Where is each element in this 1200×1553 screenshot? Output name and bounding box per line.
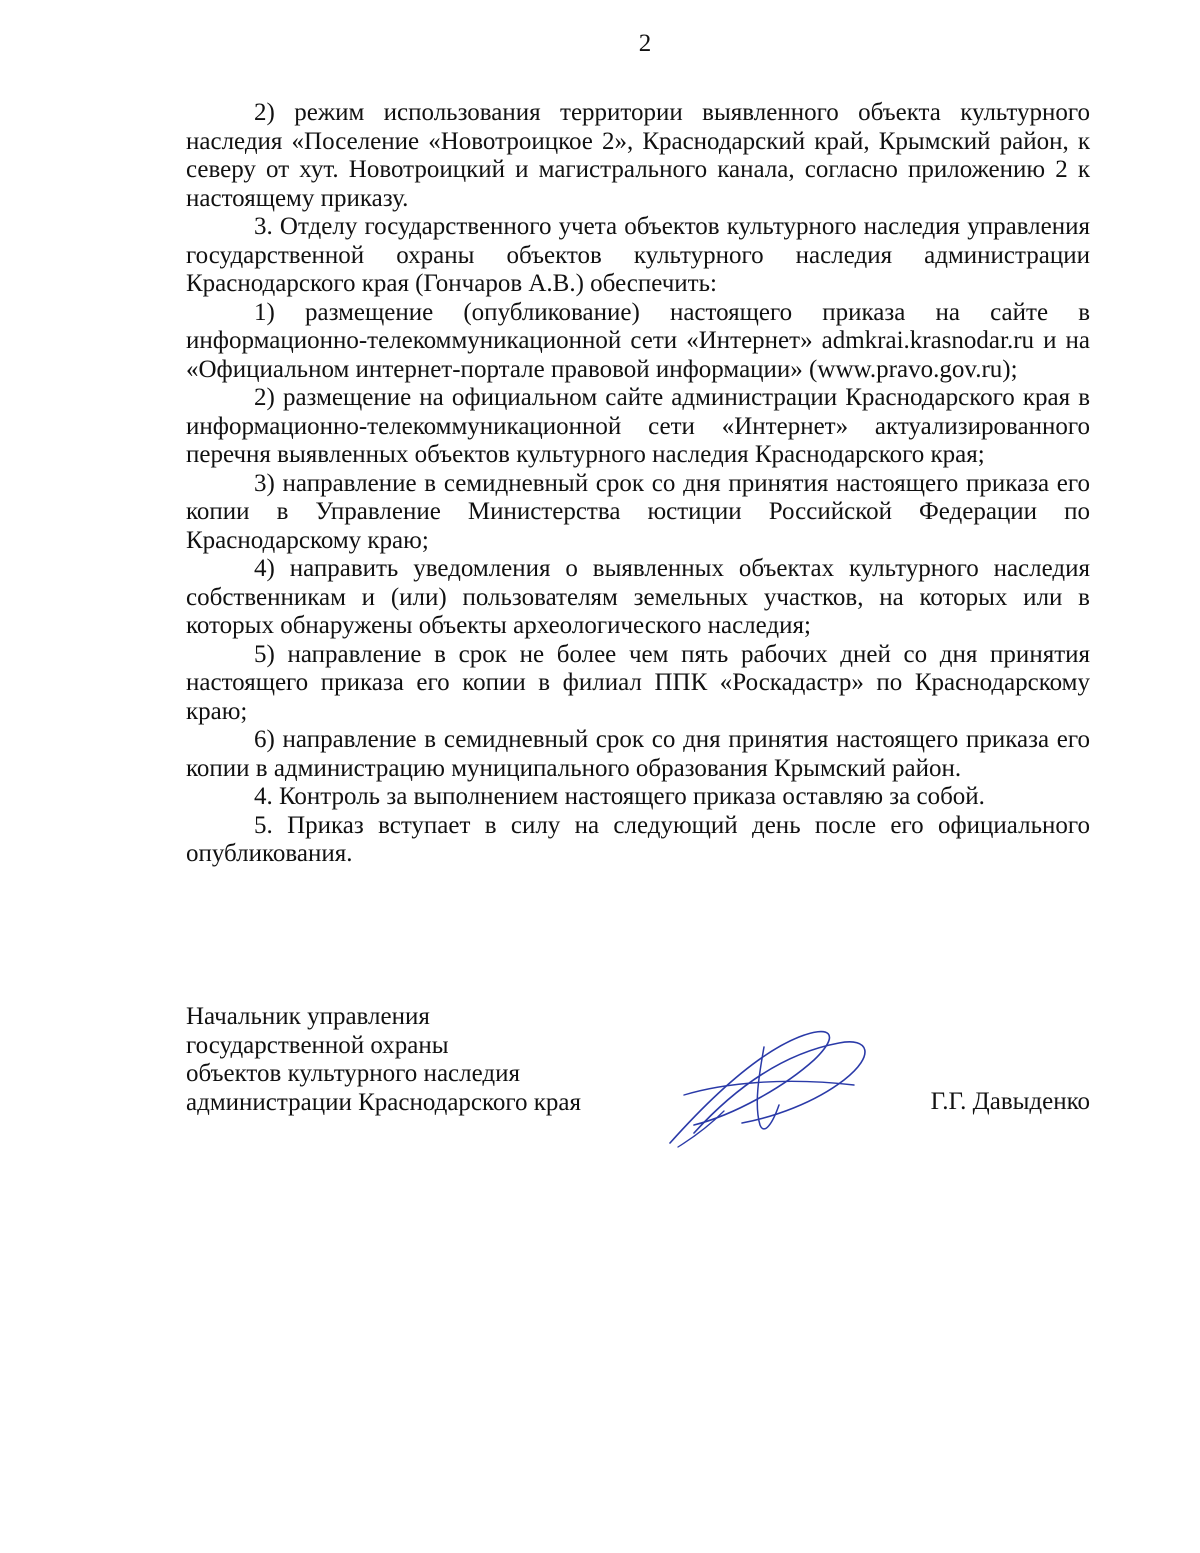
paragraph-subclause-4-notifications: 4) направить уведомления о выявленных объектах культурного наследия собственникам и (или) пользователям земельных участков, на которых или в которых обнаружены объекты археологического наследия; (186, 555, 1090, 639)
paragraph-clause-5-effective-date: 5. Приказ вступает в силу на следующий день после его официального опубликования. (186, 811, 1090, 867)
signatory-title-line: администрации Краснодарского края (186, 1088, 582, 1116)
signature-stroke (670, 1032, 829, 1143)
paragraph-clause-4-control: 4. Контроль за выполнением настоящего приказа оставляю за собой. (254, 783, 985, 810)
paragraph-subclause-1-publication: 1) размещение (опубликование) настоящего приказа на сайте в информационно-телекоммуникационной сети «Интернет» admkrai.krasnodar.ru и на «Официальном интернет-портале правовой информации» (www.pravo.gov.ru); (186, 298, 1090, 383)
paragraph-subclause-5-roskadastr: 5) направление в срок не более чем пять рабочих дней со дня принятия настоящего приказа его копии в филиал ППК «Роскадастр» по Краснодарскому краю; (186, 640, 1090, 725)
paragraph-subclause-2-website: 2) размещение на официальном сайте администрации Краснодарского края в информационно-телекоммуникационной сети «Интернет» актуализированного перечня выявленных объектов культурного наследия Краснодарского края; (186, 384, 1090, 468)
page-number: 2 (638, 30, 652, 57)
signatory-title-line: Начальник управления (186, 1003, 430, 1030)
paragraph-subclause-6-municipality: 6) направление в семидневный срок со дня принятия настоящего приказа его копии в администрацию муниципального образования Крымский район. (186, 726, 1090, 782)
signatory-title-line: объектов культурного наследия (186, 1060, 520, 1087)
paragraph-clause-3: 3. Отделу государственного учета объектов культурного наследия управления государственной охраны объектов культурного наследия администрации Краснодарского края (Гончаров А.В.) обеспечить: (186, 213, 1090, 297)
signature-block (186, 1003, 1090, 1153)
signatory-name: Г.Г. Давыденко (930, 1088, 1090, 1115)
signatory-title-line: государственной охраны (186, 1031, 449, 1059)
handwritten-signature-icon (664, 1025, 884, 1150)
document-body (186, 99, 1090, 869)
paragraph-subclause-3-justice-ministry: 3) направление в семидневный срок со дня принятия настоящего приказа его копии в Управление Министерства юстиции Российской Федерации по Краснодарскому краю; (186, 469, 1090, 554)
signatory-title (186, 1003, 581, 1117)
signature-stroke (678, 1111, 724, 1147)
paragraph-item-2-usage-regime: 2) режим использования территории выявленного объекта культурного наследия «Поселение «Новотроицкое 2», Краснодарский край, Крымский район, к северу от хут. Новотроицкий и магистрального канала, согласно приложению 2 к настоящему приказу. (186, 99, 1090, 212)
